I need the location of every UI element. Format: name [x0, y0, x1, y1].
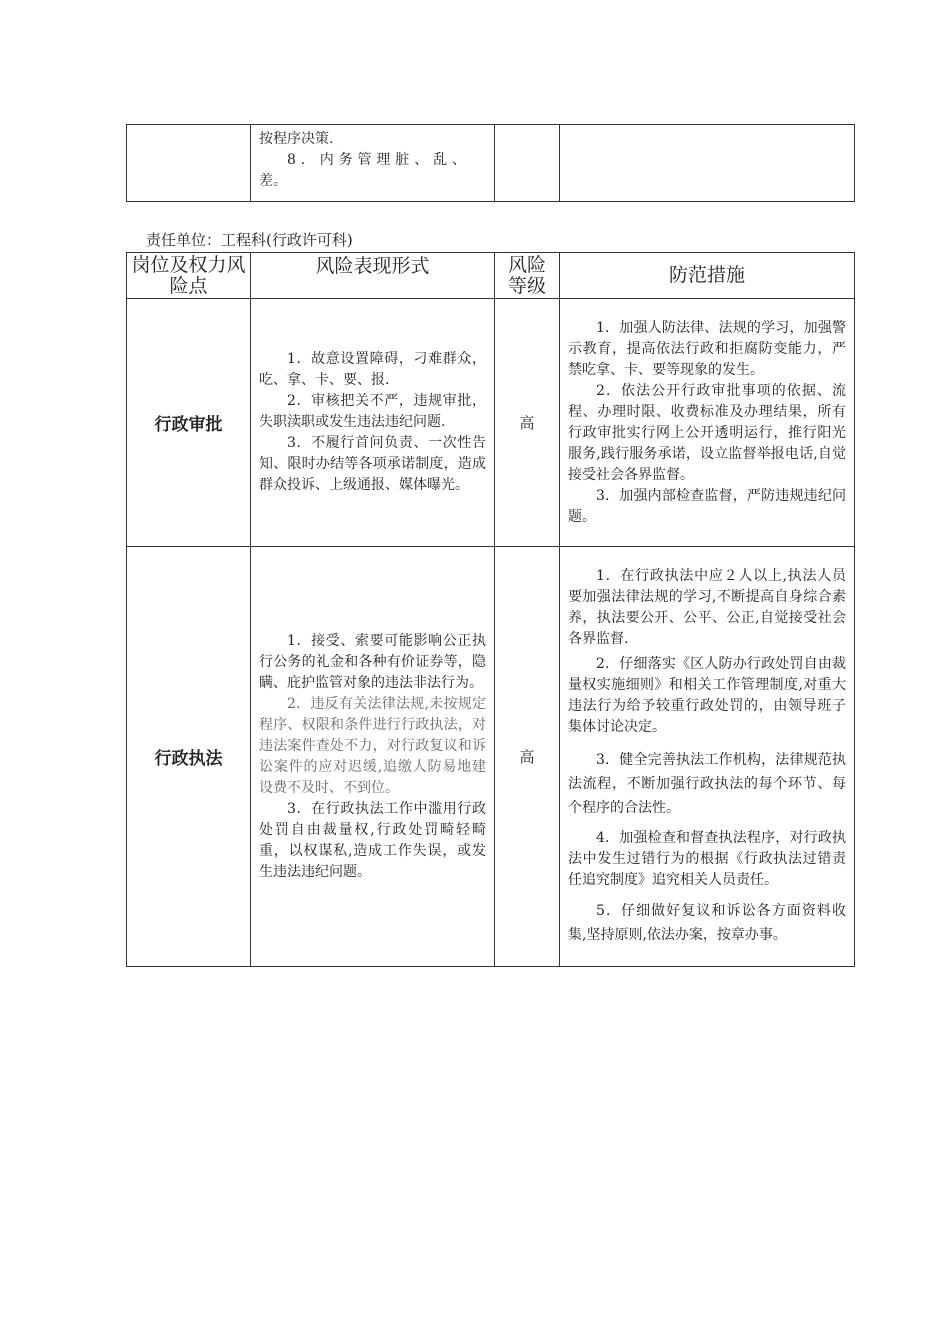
post-cell: 行政执法: [127, 547, 251, 967]
risk-cell: [251, 299, 495, 547]
continuation-line: 差。: [259, 173, 287, 189]
risk-item: 3．在行政执法工作中滥用行政处罚自由裁量权,行政处罚畸轻畸重，以权谋私,造成工作失误，或发生违法违纪问题。: [259, 800, 486, 880]
continuation-post-cell: [127, 125, 251, 202]
table-row: [127, 547, 855, 967]
risk-item: 2．违反有关法律法规,未按规定程序、权限和条件进行行政执法，对违法案件查处不力，对行政复议和诉讼案件的应对迟缓,追缴人防易地建设费不及时、不到位。: [259, 695, 486, 796]
header-row: [127, 253, 855, 299]
risk-item: 1．接受、索要可能影响公正执行公务的礼金和各种有价证券等，隐瞒、庇护监管对象的违法非法行为。: [259, 632, 486, 691]
continuation-level-cell: [495, 125, 560, 202]
measures-cell: [560, 299, 855, 547]
continuation-risk-cell: [251, 125, 495, 202]
table-row: [127, 299, 855, 547]
measure-item: 3．加强内部检查监督，严防违规违纪问题。: [568, 487, 846, 525]
header-measures: 防范措施: [560, 253, 855, 299]
header-risk: 风险表现形式: [251, 253, 495, 299]
continuation-table: [126, 124, 855, 202]
risk-level: 高: [495, 547, 560, 967]
risk-table: [126, 252, 855, 967]
risk-level: 高: [495, 299, 560, 547]
post-cell: 行政审批: [127, 299, 251, 547]
measure-item: 5．仔细做好复议和诉讼各方面资料收集,坚持原则,依法办案，按章办事。: [568, 903, 846, 943]
measure-item: 1．在行政执法中应２人以上,执法人员要加强法律法规的学习,不断提高自身综合素养，执法要公开、公平、公正,自觉接受社会各界监督.: [568, 568, 846, 647]
measure-item: 3．健全完善执法工作机构，法律规范执法流程，不断加强行政执法的每个环节、每个程序的合法性。: [568, 752, 846, 816]
risk-cell: [251, 547, 495, 967]
risk-item: 3．不履行首问负责、一次性告知、限时办结等各项承诺制度，造成群众投诉、上级通报、媒体曝光。: [259, 435, 486, 493]
header-post: 岗位及权力风险点: [127, 253, 251, 299]
measures-cell: [560, 547, 855, 967]
measure-item: 2．依法公开行政审批事项的依据、流程、办理时限、收费标准及办理结果，所有行政审批实行网上公开透明运行，推行阳光服务,践行服务承诺，设立监督举报电话,自觉接受社会各界监督。: [568, 382, 846, 483]
measure-item: 1．加强人防法律、法规的学习，加强警示教育，提高依法行政和拒腐防变能力，严禁吃拿、卡、要等现象的发生。: [568, 319, 846, 378]
header-level: 风险等级: [495, 253, 560, 299]
measure-item: 2．仔细落实《区人防办行政处罚自由裁量权实施细则》和相关工作管理制度,对重大违法行为给予较重行政处罚的，由领导班子集体讨论决定。: [568, 656, 846, 735]
continuation-line: 按程序决策.: [259, 131, 334, 147]
responsible-unit-label: 责任单位：工程科(行政许可科): [146, 231, 353, 249]
continuation-line: 8．内务管理脏、乱、: [287, 152, 471, 168]
risk-item: 2．审核把关不严，违规审批，失职渎职或发生违法违纪问题.: [259, 393, 486, 430]
risk-item: 1．故意设置障碍，刁难群众，吃、拿、卡、要、报.: [259, 351, 486, 388]
measure-item: 4．加强检查和督查执法程序，对行政执法中发生过错行为的根据《行政执法过错责任追究制度》追究相关人员责任。: [568, 830, 846, 888]
continuation-measures-cell: [560, 125, 855, 202]
